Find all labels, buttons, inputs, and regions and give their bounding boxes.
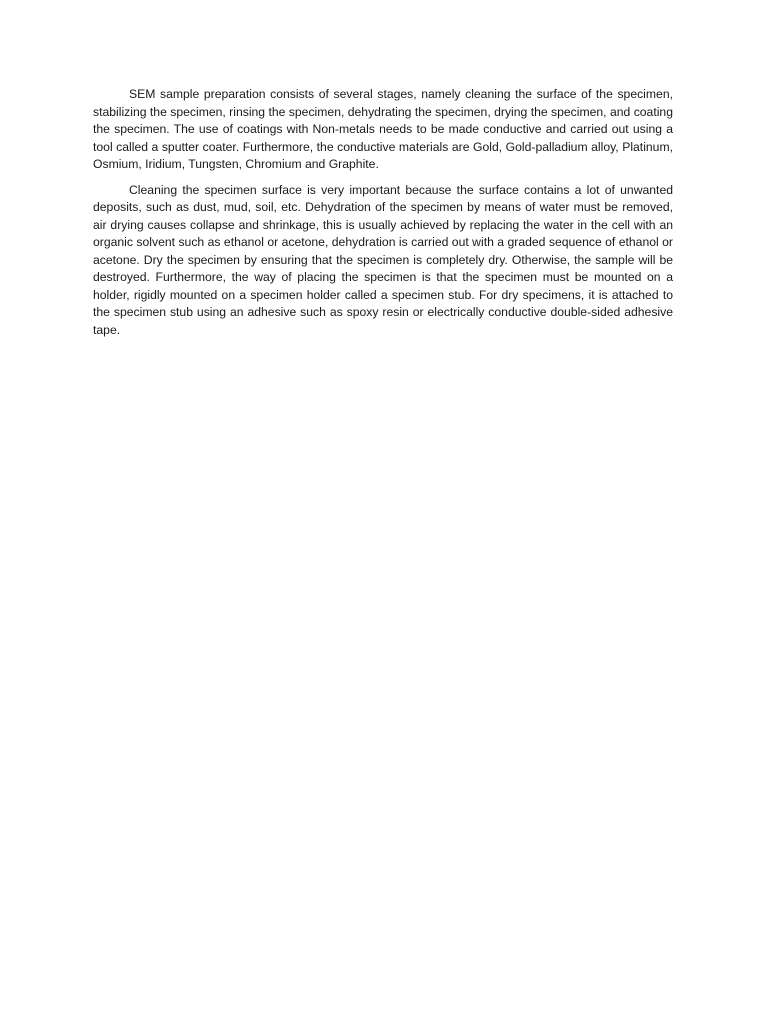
paragraph-sem-preparation: SEM sample preparation consists of several stages, namely cleaning the surface of the specimen, stabilizing the specimen, rinsing the specimen, dehydrating the specimen, drying the specimen, and coating the specimen. The use of coatings with Non-metals needs to be made conductive and carried out using a tool called a sputter coater. Furthermore, the conductive materials are Gold, Gold-palladium alloy, Platinum, Osmium, Iridium, Tungsten, Chromium and Graphite. <box>93 87 673 171</box>
paragraph-specimen-cleaning: Cleaning the specimen surface is very important because the surface contains a lot of unwanted deposits, such as dust, mud, soil, etc. Dehydration of the specimen by means of water must be removed, air drying causes collapse and shrinkage, this is usually achieved by replacing the water in the cell with an organic solvent such as ethanol or acetone, dehydration is carried out with a graded sequence of ethanol or acetone. Dry the specimen by ensuring that the specimen is completely dry. Otherwise, the sample will be destroyed. Furthermore, the way of placing the specimen is that the specimen must be mounted on a holder, rigidly mounted on a specimen holder called a specimen stub. For dry specimens, it is attached to the specimen stub using an adhesive such as spoxy resin or electrically conductive double-sided adhesive tape. <box>93 182 673 337</box>
document-body <box>93 86 673 347</box>
